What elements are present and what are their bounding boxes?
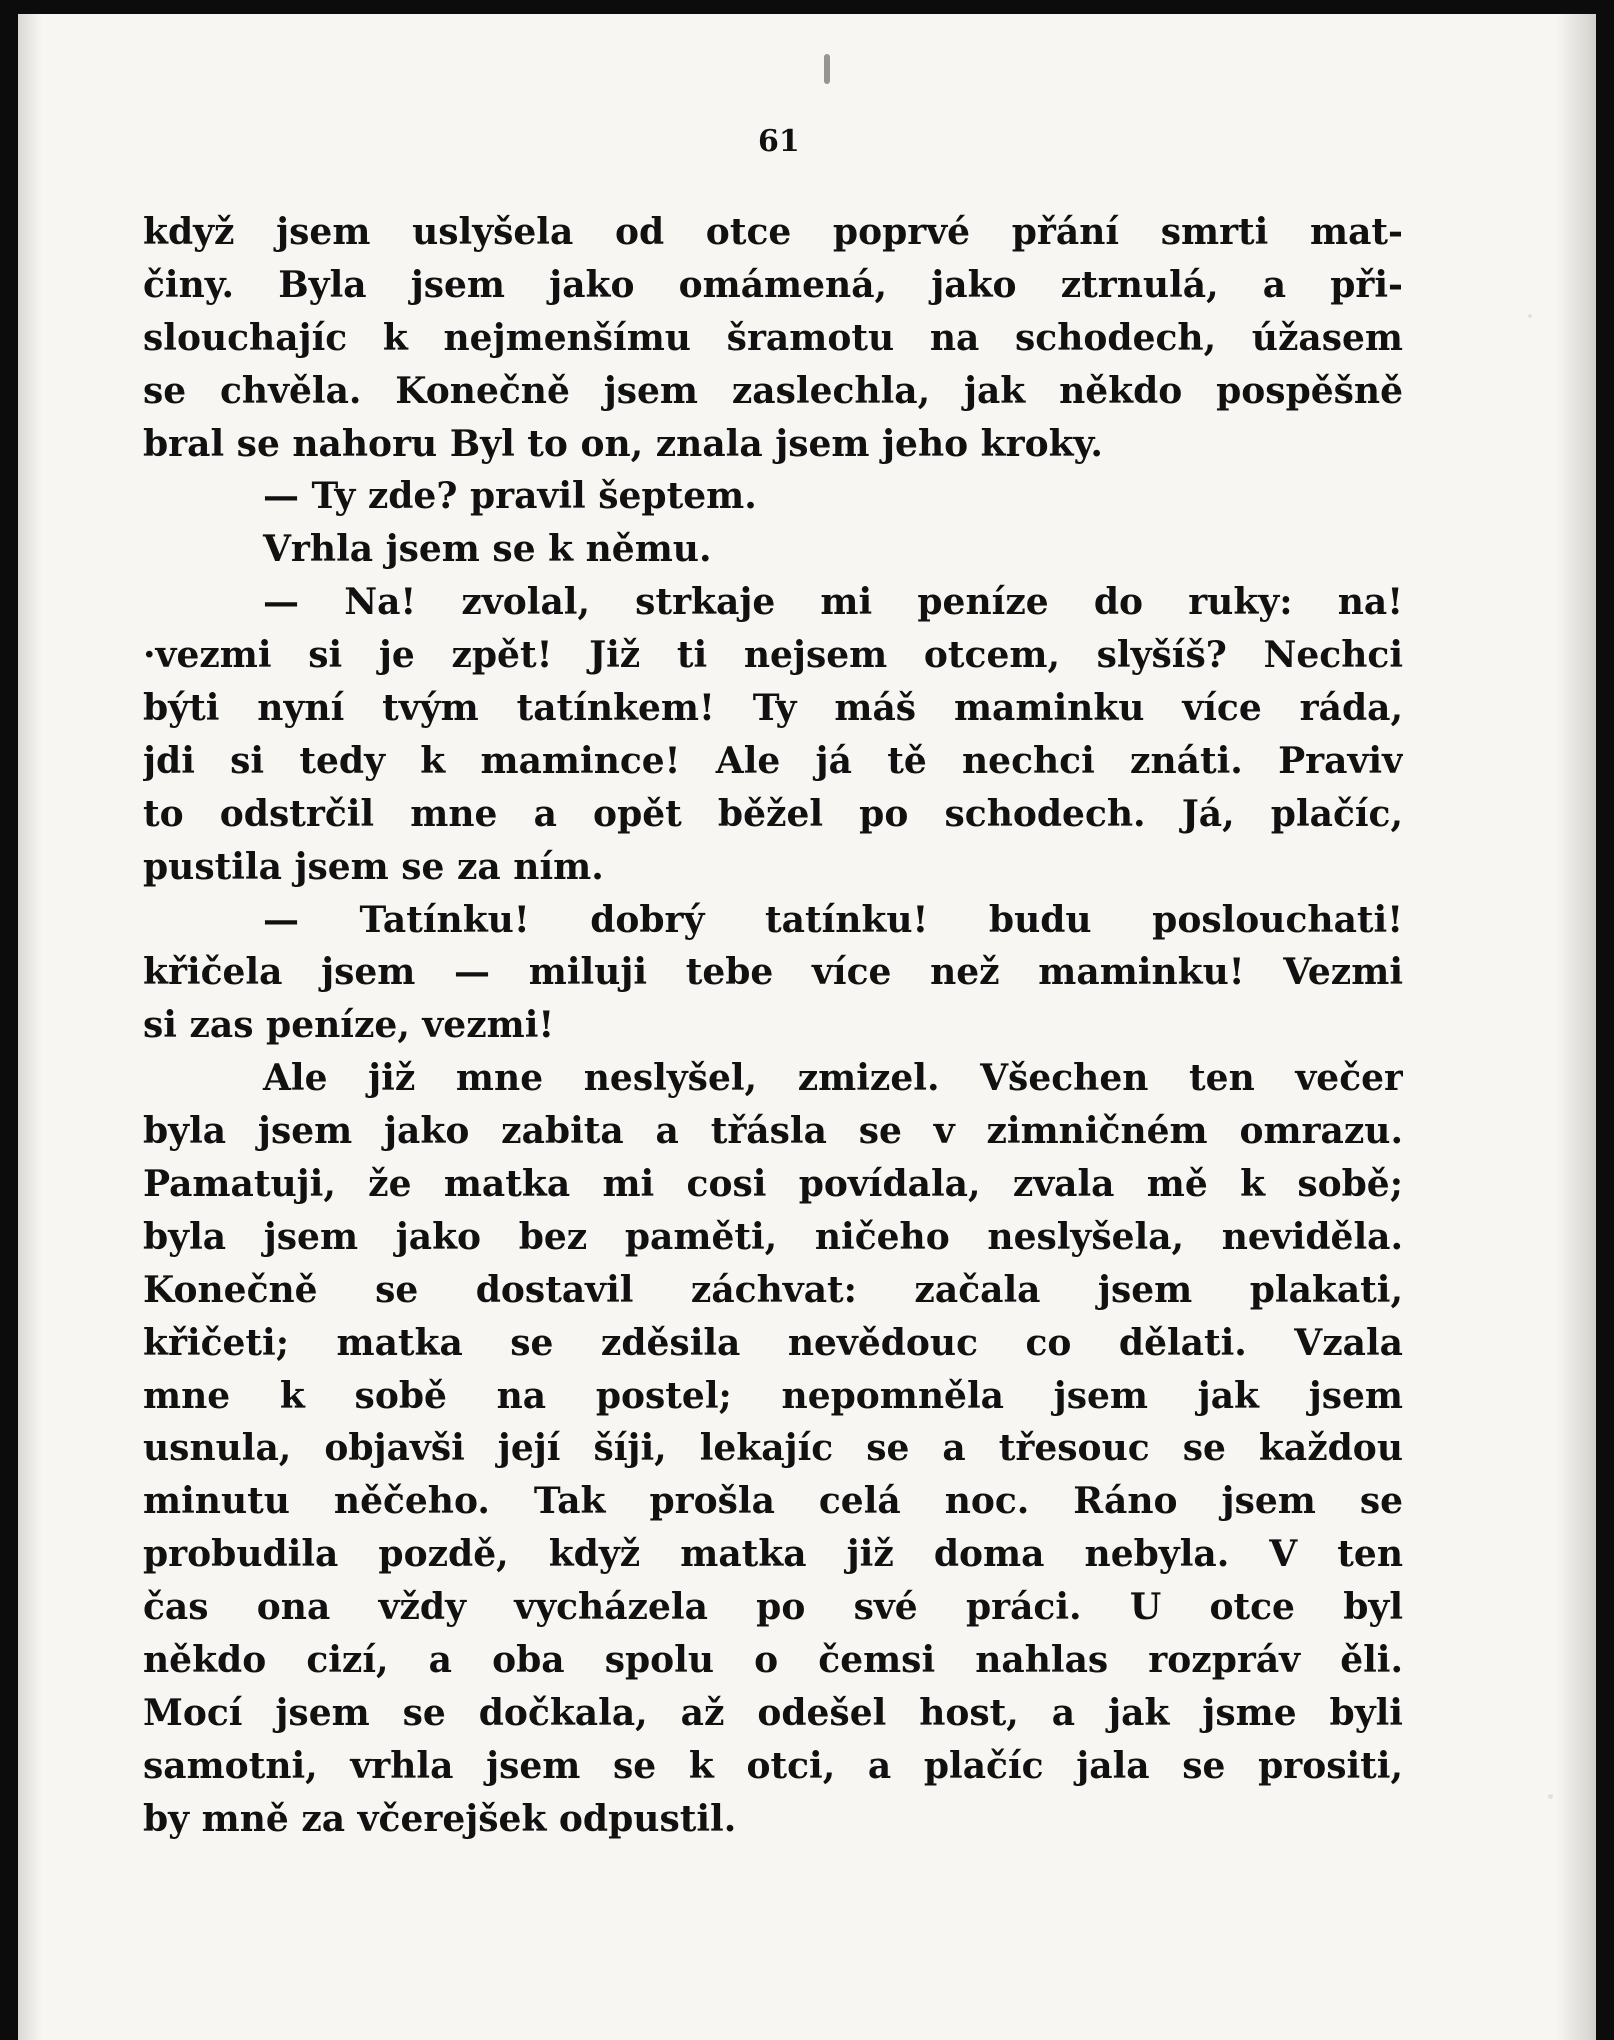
book-page [18,14,1596,2040]
text-line: křičeti; matka se zděsila nevědouc co dělati. Vzala [143,1321,1403,1364]
text-line: bral se nahoru Byl to on, znala jsem jeho kroky. [143,422,1103,465]
text-line: býti nyní tvým tatínkem! Ty máš maminku více ráda, [143,687,1403,730]
text-line: křičela jsem — miluji tebe více než maminku! Vezmi [143,951,1403,994]
page-edge-right [1556,14,1596,2040]
text-line: si zas peníze, vezmi! [143,1004,555,1047]
text-line: usnula, objavši její šíji, lekajíc se a třesouc se každou [143,1427,1403,1470]
text-line: samotni, vrhla jsem se k otci, a plačíc jala se prositi, [143,1744,1403,1787]
text-line: Ale již mne neslyšel, zmizel. Všechen ten večer [263,1057,1403,1100]
text-line: to odstrčil mne a opět běžel po schodech. Já, plačíc, [143,792,1403,835]
text-line: Pamatuji, že matka mi cosi povídala, zvala mě k sobě; [143,1163,1403,1206]
text-line: — Ty zde? pravil šeptem. [263,475,757,518]
ink-speck [1548,1794,1553,1799]
text-line: čas ona vždy vycházela po své práci. U otce byl [143,1586,1403,1629]
text-line: byla jsem jako zabita a třásla se v zimničném omrazu. [143,1110,1403,1153]
text-line: jdi si tedy k mamince! Ale já tě nechci znáti. Praviv [143,739,1403,782]
ink-speck [1528,314,1532,318]
text-line: Mocí jsem se dočkala, až odešel host, a jak jsme byli [143,1691,1403,1734]
page-edge-left [18,14,42,2040]
text-line: by mně za včerejšek odpustil. [143,1797,737,1840]
page-number: 61 [758,124,800,159]
text-line: Konečně se dostavil záchvat: začala jsem plakati, [143,1268,1403,1311]
text-line: slouchajíc k nejmenšímu šramotu na schodech, úžasem [143,316,1403,359]
ink-speck [824,54,830,84]
text-line: Vrhla jsem se k němu. [263,528,712,571]
text-line: byla jsem jako bez paměti, ničeho neslyšela, neviděla. [143,1215,1403,1258]
text-line: minutu něčeho. Tak prošla celá noc. Ráno jsem se [143,1480,1403,1523]
text-line: činy. Byla jsem jako omámená, jako ztrnulá, a při- [143,263,1403,306]
body-text [143,206,1403,1846]
text-line: pustila jsem se za ním. [143,845,604,888]
text-line: probudila pozdě, když matka již doma nebyla. V ten [143,1533,1403,1576]
text-line: — Na! zvolal, strkaje mi peníze do ruky: na! [263,581,1403,624]
text-line: někdo cizí, a oba spolu o čemsi nahlas rozpráv ěli. [143,1639,1403,1682]
text-line: — Tatínku! dobrý tatínku! budu poslouchati! [263,898,1403,941]
text-line: ·vezmi si je zpět! Již ti nejsem otcem, slyšíš? Nechci [143,634,1403,677]
text-line: když jsem uslyšela od otce poprvé přání smrti mat- [143,211,1403,253]
text-line: mne k sobě na postel; nepomněla jsem jak jsem [143,1374,1403,1417]
text-line: se chvěla. Konečně jsem zaslechla, jak někdo pospěšně [143,369,1403,412]
